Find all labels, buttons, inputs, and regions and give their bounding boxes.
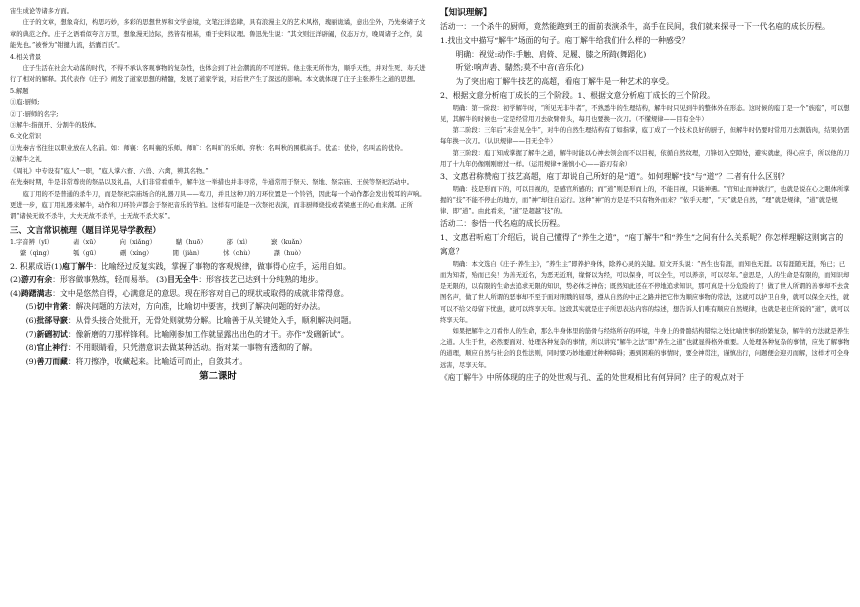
pinyin-row-2 — [10, 248, 426, 259]
idiom-term: 新硎初试 — [36, 329, 68, 339]
idiom-def: ：将刀擦净，收藏起来。比喻适可而止，自敛其才。 — [67, 356, 248, 366]
pinyin-item: 硎（xíng） — [120, 250, 153, 258]
idiom-def: ：形容技艺已达到十分纯熟的地步。 — [198, 275, 324, 285]
culture-item-2-line-0: 《周礼》中专设有“庖人”一职，“庖人掌六畜、六兽、六禽，辨其名物。” — [10, 167, 209, 175]
section-3-title: 三、文言常识梳理（题目详见导学教程） — [10, 224, 161, 235]
question-4: 1、文惠君听庖丁介绍后，说自己懂得了“养生之道”，“庖丁解牛”和“养生”之间有什么关系呢？你怎样理解这则寓言的寓意？ — [440, 233, 844, 256]
idiom-def: ：不用眼睛看，只凭潜意识去做某种活动。指对某一事物有透彻的了解。 — [67, 343, 318, 353]
question-2: 2、根据文意分析庖丁成长的三个阶段。1、根据文意分析庖丁成长的三个阶段。 — [440, 90, 716, 100]
idiom-entry-8 — [10, 355, 426, 369]
question-5: 《庖丁解牛》中所体现的庄子的处世观与孔、孟的处世观相比有何异同？庄子的观点对于 — [440, 372, 745, 382]
pinyin-item: 瓠（gū） — [73, 250, 101, 258]
question-1-answer-3: 为了突出庖丁解牛技艺的高超，看庖丁解牛是一种艺术的享受。 — [455, 77, 674, 87]
pinyin-item: 騞（huō） — [175, 238, 207, 246]
question-1-answer-2: 听觉:响声砉、騞然;莫不中音(音乐化) — [455, 63, 584, 73]
idiom-entry-7 — [10, 341, 426, 355]
idiom-num: (9) — [25, 356, 37, 366]
intro-line-0: 宙生成论等诸多方面。 — [10, 8, 73, 15]
question-4-answer-2: 如果把解牛之刀看作人的生命，那么牛身体里的筋骨与经络所存的环境，牛身上的骨骼结构错综之处比喻世事的纷繁复杂，解牛的方法就是养生之道。人生于世，必然要面对、处理各种复杂的事情，所以讲究“解牛之法”即“养生之道”也就显得格外重要。人处理各种复杂的事情，应先了解事物的道理，顺应自然与社会的良性法则，同时要巧妙地避过种种障碍；遇到困难的事情时，要全神贯注，谨慎出行，问题便会迎刃而解，这样才可全身远害，尽享天年。 — [440, 328, 850, 369]
idiom-def: ：像新磨的刀那样锋利。比喻刚参加工作就显露出出色的才干。亦作“发硎新试”。 — [67, 329, 349, 339]
idiom-entry-6 — [10, 328, 426, 342]
left-column — [10, 6, 426, 384]
idiom-num: (1) — [51, 261, 63, 271]
section-title-knowledge: 【知识理解】 — [440, 8, 492, 18]
right-column — [440, 6, 850, 385]
culture-item-2-title: ②解牛之礼 — [10, 156, 42, 164]
culture-item-2-line-1: 在先秦时期，牛是非常尊贵的祭品以及礼品，人们非常看重牛，解牛这一举措也并非寻常，牛通常用于祭天、祭地、祭宗庙、王侯等祭祀活动中。 — [10, 179, 413, 187]
question-2-answer-3: 第三阶段：庖丁知成掌握了解牛之道，解牛时能以心神去领会而不以目视，依循自然纹理，刀锋切入空隙处，避实就虚，得心应手，所以他的刀用了十九年仍像刚刚磨过一样。（运用规律+谨慎小心——游刃有余） — [440, 149, 850, 168]
idiom-term: 目无全牛 — [167, 275, 199, 285]
idiom-def: ：从骨头接合处批开，无骨处则就势分解。比喻善于从关键处入手，顺利解决问题。 — [67, 315, 357, 325]
question-2-answer-2: 第二阶段：三年后“未尝见全牛”，对牛的自然生理结构有了如指掌，庖丁成了一个技术良好的厨子，但解牛时仍要时常用刀去割筋肉，结果仍需每年换一次刀。（认识规律——目无全牛） — [440, 127, 850, 146]
pinyin-item: 向（xiǎng） — [119, 238, 156, 246]
pinyin-row-1 — [10, 237, 426, 248]
pinyin-item: 窾（kuǎn） — [271, 238, 306, 246]
idiom-term: 踌躇满志 — [21, 288, 53, 298]
idiom-term: 庖丁解牛 — [62, 261, 94, 271]
background-title: 4.相关背景 — [10, 53, 42, 61]
pinyin-item: 砉（xū） — [73, 238, 100, 246]
idiom-term: 批郤导窾 — [36, 315, 68, 325]
question-4-answer-1: 明确：本文选自《庄子·养生主》，“养生主”即养护身体，除养心灵的关键。原文开头说：“吾生也有涯，而知也无涯。以有涯随无涯，殆已；已而为知者，殆而已矣！为善无近名，为恶无近刑，缘督以为经，可以保身，可以全生，可以养亲，可以尽年。”意思是，人的生命是有限的，而知识却是无限的，以有限的生命去追求无限的知识，势必体乏神伤；既然知此还在不停地追求知识，那可真是十分危险的了！做了世人所谓的善事却不去贪图名声，做了世人所谓的恶事却不至于面对刑戮的屈辱，遵从自然的中正之路并把它作为顺应事物的常法，这就可以护卫自身，就可以保全天性，就可以不给父母留下忧患，就可以终享天年。这段其实就是庄子所思表达内容的综述，想告诉人们唯有顺应自然规律，也就是老庄所说的“道”，就可以终享天年。 — [440, 260, 850, 324]
idiom-num: (5) — [25, 302, 37, 312]
question-1-answer-1: 明确：视觉:动作:手触、肩倚、足履、膝之所踦(舞蹈化) — [455, 49, 647, 59]
idiom-num: (7) — [25, 329, 37, 339]
idiom-num: (6) — [25, 315, 37, 325]
idiom-entry-3 — [10, 287, 426, 301]
idiom-term: 游刃有余 — [21, 275, 53, 285]
pinyin-item: 閒（jiàn） — [172, 250, 204, 258]
explanation-item-2: ③解牛:指剖开、分割牛的肢体。 — [10, 122, 101, 130]
explanation-title: 5.解题 — [10, 87, 29, 95]
explanation-item-1: ②丁:厨师的名字; — [10, 110, 59, 118]
idiom-entry-4 — [10, 300, 426, 314]
culture-item-1: ①先秦古书往往以职业放在人名前。如：师襄：名叫襄的乐师。师旷：名叫旷的乐师。弈秋：名叫秋的围棋高手。优孟：优伶，名叫孟的优伶。 — [10, 144, 407, 152]
lesson-2-title: 第二课时 — [199, 371, 237, 383]
idiom-num: (4) — [10, 288, 22, 298]
idiom-intro: 2. 积累成语 — [10, 261, 52, 271]
question-3: 3、文惠君称赞庖丁技艺高超，庖丁却说自己所好的是“道”。如何理解“技”与“道”？二者有什么区别？ — [440, 172, 789, 181]
idiom-def: ：比喻经过反复实践，掌握了事物的客观规律，做事得心应手，运用自如。 — [93, 261, 351, 271]
idiom-term: 善刀而藏 — [36, 356, 68, 366]
pinyin-item: 怵（chù） — [223, 250, 254, 258]
intro-line-1: 庄子的文章，想象奇幻，构思巧妙，多彩的思想世界和文学意境，文笔汪洋恣肆，具有浪漫主义的艺术风格，瑰丽诡谲，意出尘外，乃先秦诸子文章的典范之作。庄子之语看似夸言万里，想象漫无边际，然皆有根基，重于史料议理。鲁迅先生说：“其文则汪洋辟阖，仪态万方，晚周诸子之作，莫能先也。”被誉为“钳揵九流，括囊百氏”。 — [10, 19, 426, 50]
culture-item-2-line-2: 庖丁用的不是普通的杀牛刀，而是祭祀宗庙场合的礼器刀具——鸾刀，并且这种刀的刀环位置是一个铃铛，因此每一个动作都会发出悦耳的声响。更进一步，庖丁用礼器来解牛，动作和刀环铃声都会于祭祀音乐的节拍。这样有可能是一次祭祀表演，而非厨师烧技或者梁惠王的心血来潮。正所谓“诸侯无故不杀牛，大夫无故不杀羊，士无故不杀犬豕”。 — [10, 190, 426, 221]
idiom-num: (8) — [25, 343, 37, 353]
question-3-answer: 明确：技是形而下的，可以目视的，是感官所感的；而“道”则是形而上的，不能目视，只能神遇。“官知止而神欲行”，也就是说在心之眼体所掌握的“技”不能不停止的地方，而“神”却往自运行。这种“神”的方是足不只有物外而来？“依乎天理”，“天”就是自然，“理”就是规律，“道”就是规律、即“道”。由此看来，“道”是超越“技”的。 — [440, 185, 850, 216]
question-1: 1.找出文中描写“解牛”场面的句子。庖丁解牛给我们什么样的一种感受？ — [440, 35, 690, 45]
idiom-entry-0 — [10, 260, 426, 274]
pinyin-item: 1.字音辨（yī） — [10, 238, 54, 246]
idiom-entry-5 — [10, 314, 426, 328]
idiom-def: ：形容做事熟练，轻而易举。 — [52, 275, 154, 285]
idiom-entry-1 — [10, 273, 426, 287]
idiom-num: (3) — [156, 275, 168, 285]
idiom-def: ：解决问题的方法对，方向准，比喻切中要害，找到了解决问题的好办法。 — [67, 302, 326, 312]
pinyin-item: 郤（xì） — [226, 238, 252, 246]
pinyin-item: 綮（qìng） — [20, 250, 54, 258]
activity-1-intro: 活动一：一个杀牛的厨师，竟然能跑到王的面前表演杀牛，高手在民间，我们就来探寻一下一代名庖的成长历程。 — [440, 22, 830, 31]
explanation-item-0: ①庖:厨师; — [10, 99, 40, 107]
culture-title: 6.文化常识 — [10, 133, 42, 141]
background-text: 庄子生活在社会大动荡的时代，不得不承认客观事物的复杂性，也体会到了社会潮流的不可逆转。他主张无所作为，顺乎天性，并对生死、寿夭进行了相对的解释。其代表作《庄子》阐发了道家思想的精髓，发展了道家学说，对后世产生了深远的影响。本文就体现了庄子主张养生之道的思想。 — [10, 65, 426, 84]
idiom-term: 切中肯綮 — [36, 302, 68, 312]
question-2-answer-1: 明确：第一阶段：初学解牛时，“所见无非牛者”，不熟悉牛的生理结构，解牛时只见到牛的整体外在形态。这时候的庖丁是一个“族庖”，可以想见，其解牛的时候也一定是经常用刀去砍臂骨头，每月也要换一次刀。（不懂规律——目有全牛） — [440, 104, 850, 123]
idiom-num: (2) — [10, 275, 22, 285]
idiom-term: 官止神行 — [36, 343, 68, 353]
activity-2: 活动二：参悟一代名庖的成长历程。 — [440, 219, 565, 229]
pinyin-item: 謋（huò） — [273, 250, 305, 258]
idiom-def: ：文中是悠然自得，心满意足的意思。现在形容对自己的现状或取得的成就非常得意。 — [52, 288, 349, 298]
